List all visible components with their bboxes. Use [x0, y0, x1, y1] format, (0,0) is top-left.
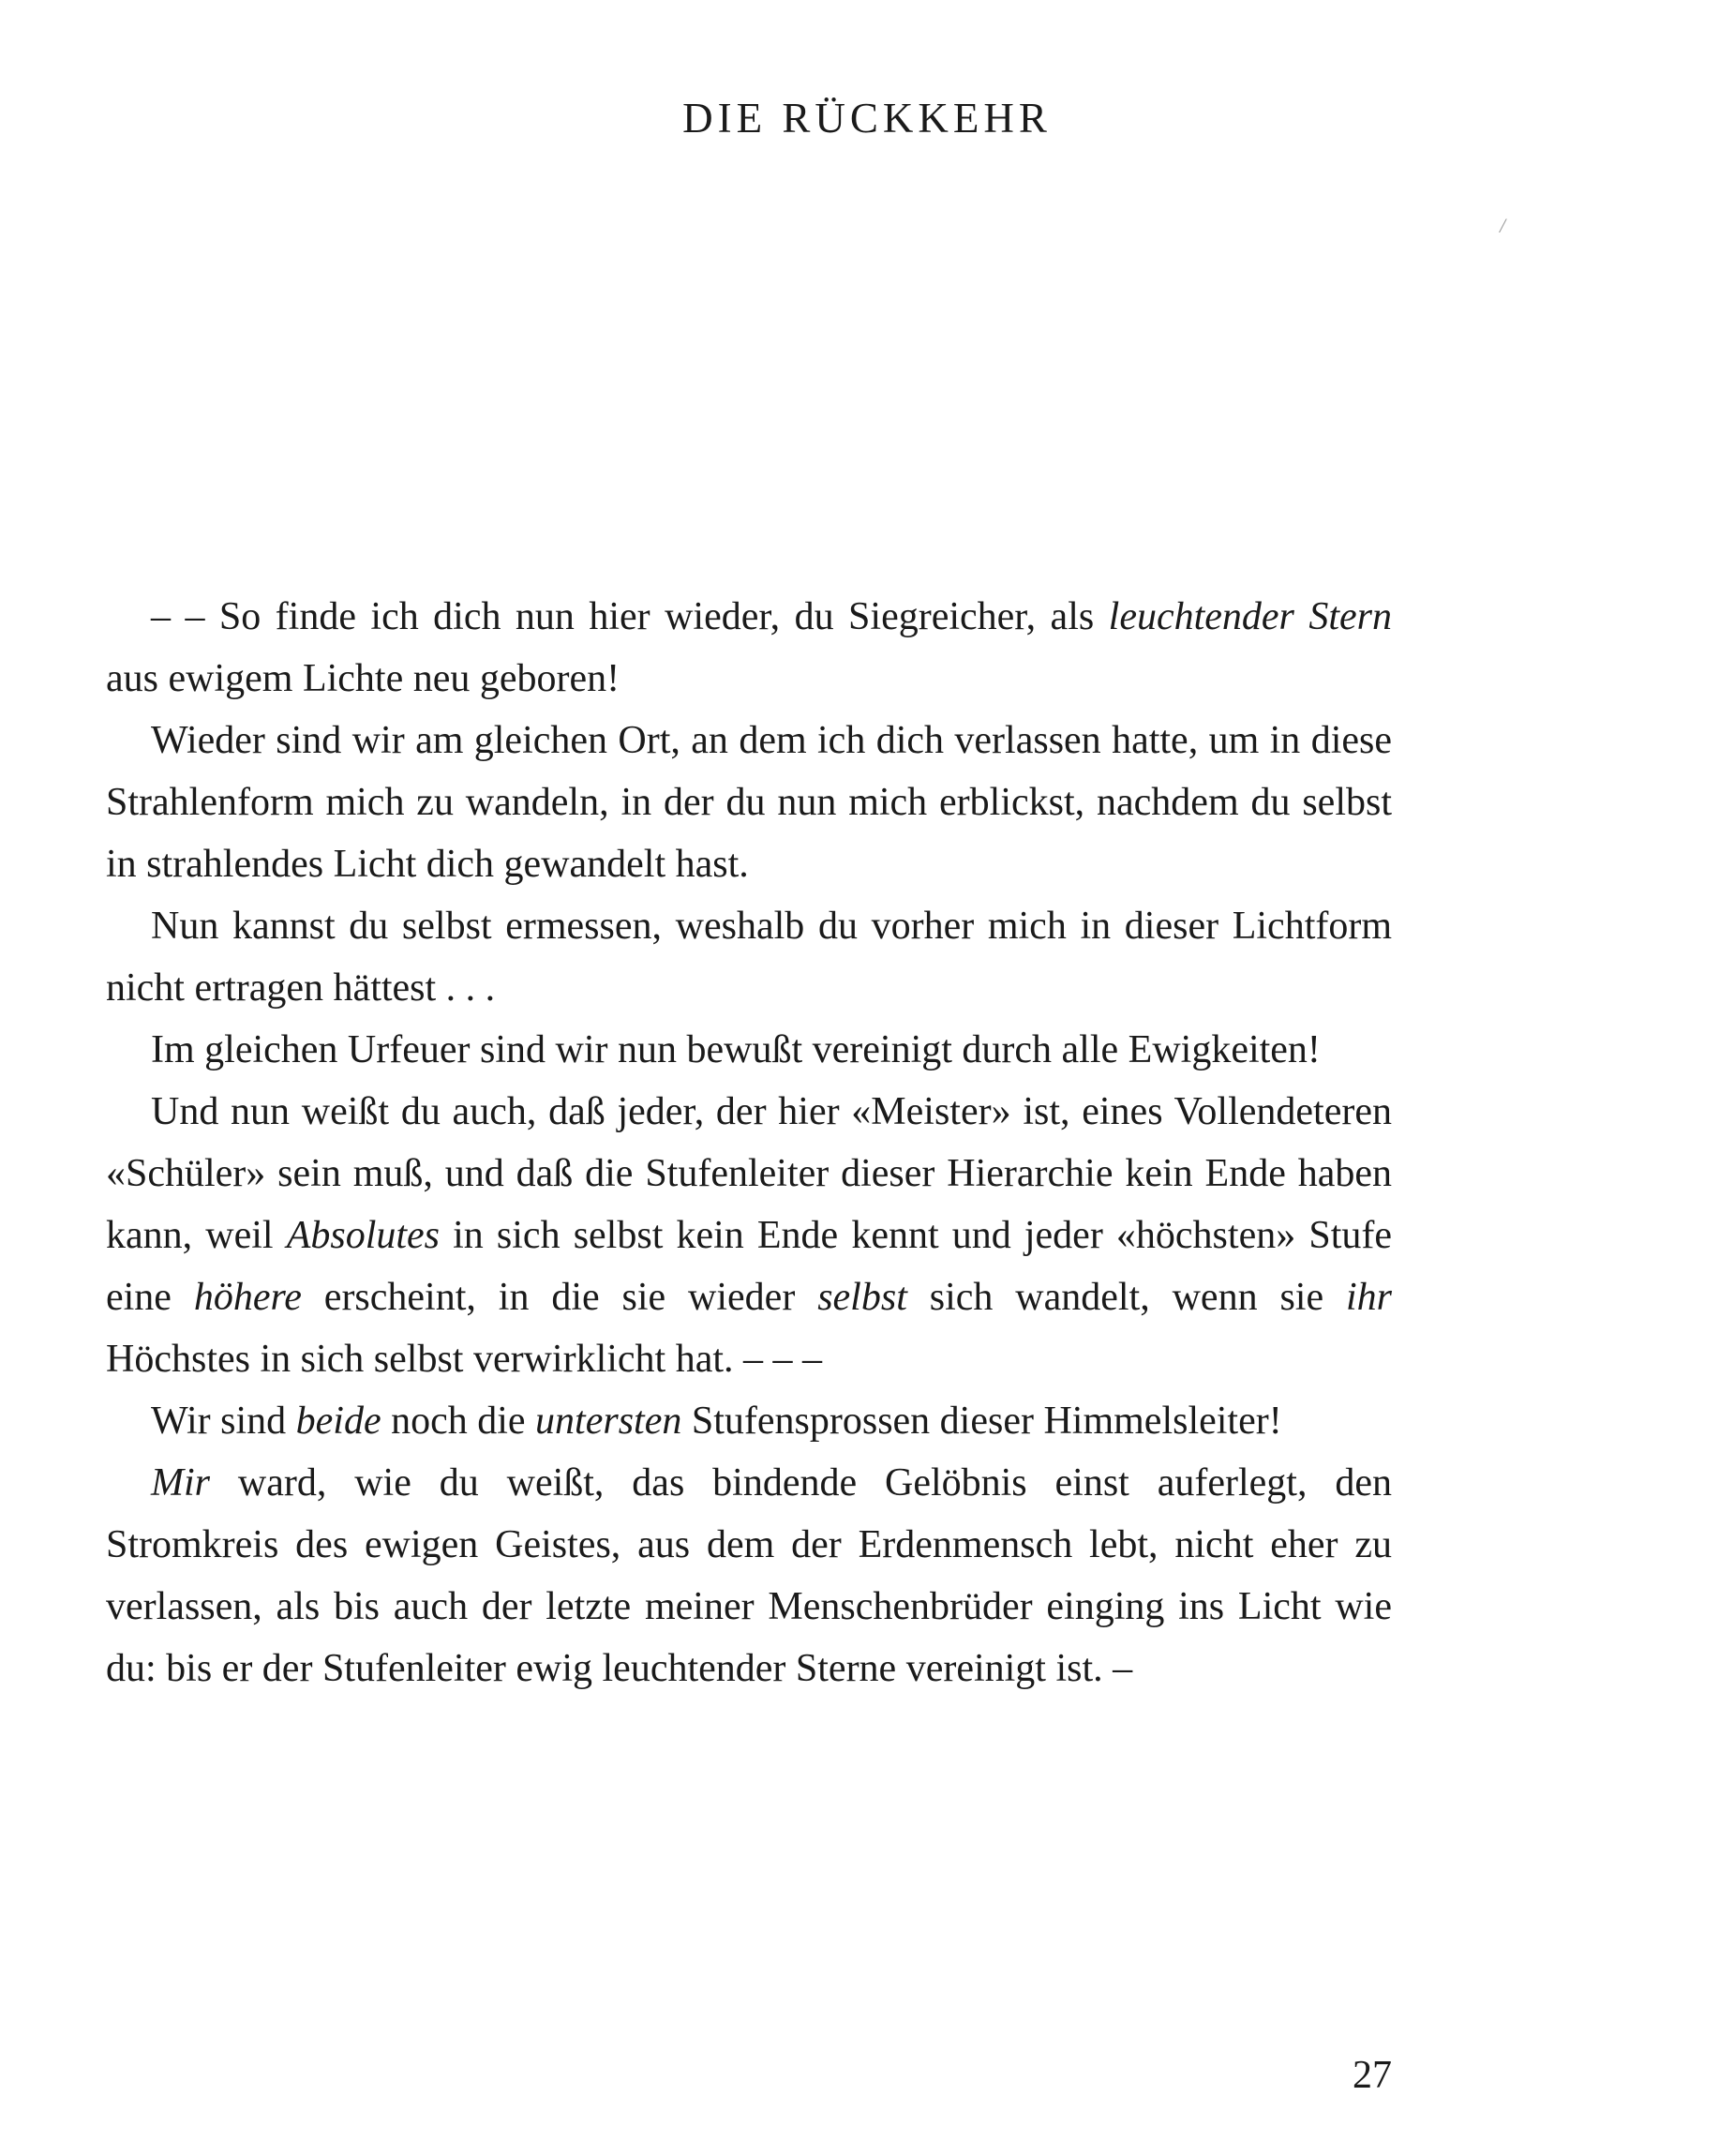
text-segment: erscheint, in die sie wieder [301, 1276, 818, 1319]
page-number: 27 [1353, 2054, 1392, 2097]
text-segment-italic: selbst [817, 1276, 907, 1319]
text-segment: Höchstes in sich selbst verwirklicht hat. – – – [106, 1338, 823, 1381]
text-segment: Und nun weißt du auch, daß jeder, der hier «Meister» ist, eines Vollendeteren «Schüler» sein muß, und daß die Stufenleiter dieser Hierarchie kein Ende haben kann, weil [106, 1090, 1392, 1257]
text-segment-italic: Absolutes [286, 1214, 441, 1257]
text-segment-italic: leuchtender Stern [1108, 595, 1393, 638]
text-segment: – – So finde ich dich nun hier wieder, du Siegreicher, als [151, 595, 1109, 638]
paragraph-5 [106, 1081, 1392, 1390]
stray-mark: / [1500, 214, 1506, 237]
text-segment: aus ewigem Lichte neu geboren! [106, 657, 620, 700]
paragraph-3 [106, 895, 1392, 1019]
text-segment-italic: untersten [535, 1400, 682, 1443]
text-segment-italic: ihr [1345, 1276, 1392, 1319]
text-segment-italic: beide [295, 1400, 381, 1443]
text-segment: Wieder sind wir am gleichen Ort, an dem ich dich verlassen hatte, um in diese Strahlenform mich zu wandeln, in der du nun mich erblickst, nachdem du selbst in strahlendes Licht dich gewandelt hast. [106, 719, 1392, 886]
text-segment: Im gleichen Urfeuer sind wir nun bewußt vereinigt durch alle Ewigkeiten! [151, 1028, 1321, 1071]
text-segment-italic: Mir [151, 1461, 210, 1505]
text-segment: noch die [381, 1400, 536, 1443]
text-segment: ward, wie du weißt, das bindende Gelöbnis einst auferlegt, den Stromkreis des ewigen Geistes, aus dem der Erdenmensch lebt, nicht eher zu verlassen, als bis auch der letzte meiner Menschenbrüder einging ins Licht wie du: bis er der Stufenleiter ewig leuchtender Sterne vereinigt ist. – [106, 1461, 1392, 1690]
text-segment-italic: höhere [193, 1276, 302, 1319]
text-segment: sich wandelt, wenn sie [906, 1276, 1346, 1319]
body-text [106, 586, 1392, 1699]
text-segment: Stufensprossen dieser Himmelsleiter! [681, 1400, 1282, 1443]
text-segment: Nun kannst du selbst ermessen, weshalb du vorher mich in dieser Lichtform nicht ertragen hättest . . . [106, 905, 1392, 1010]
chapter-title: DIE RÜCKKEHR [682, 95, 1052, 142]
text-segment: Wir sind [151, 1400, 296, 1443]
paragraph-7 [106, 1452, 1392, 1699]
paragraph-2 [106, 710, 1392, 895]
text-segment: in sich selbst kein Ende kennt und jeder «höchsten» Stufe eine [106, 1214, 1392, 1319]
paragraph-4 [106, 1019, 1392, 1081]
paragraph-6 [106, 1390, 1392, 1452]
paragraph-1 [106, 586, 1392, 710]
